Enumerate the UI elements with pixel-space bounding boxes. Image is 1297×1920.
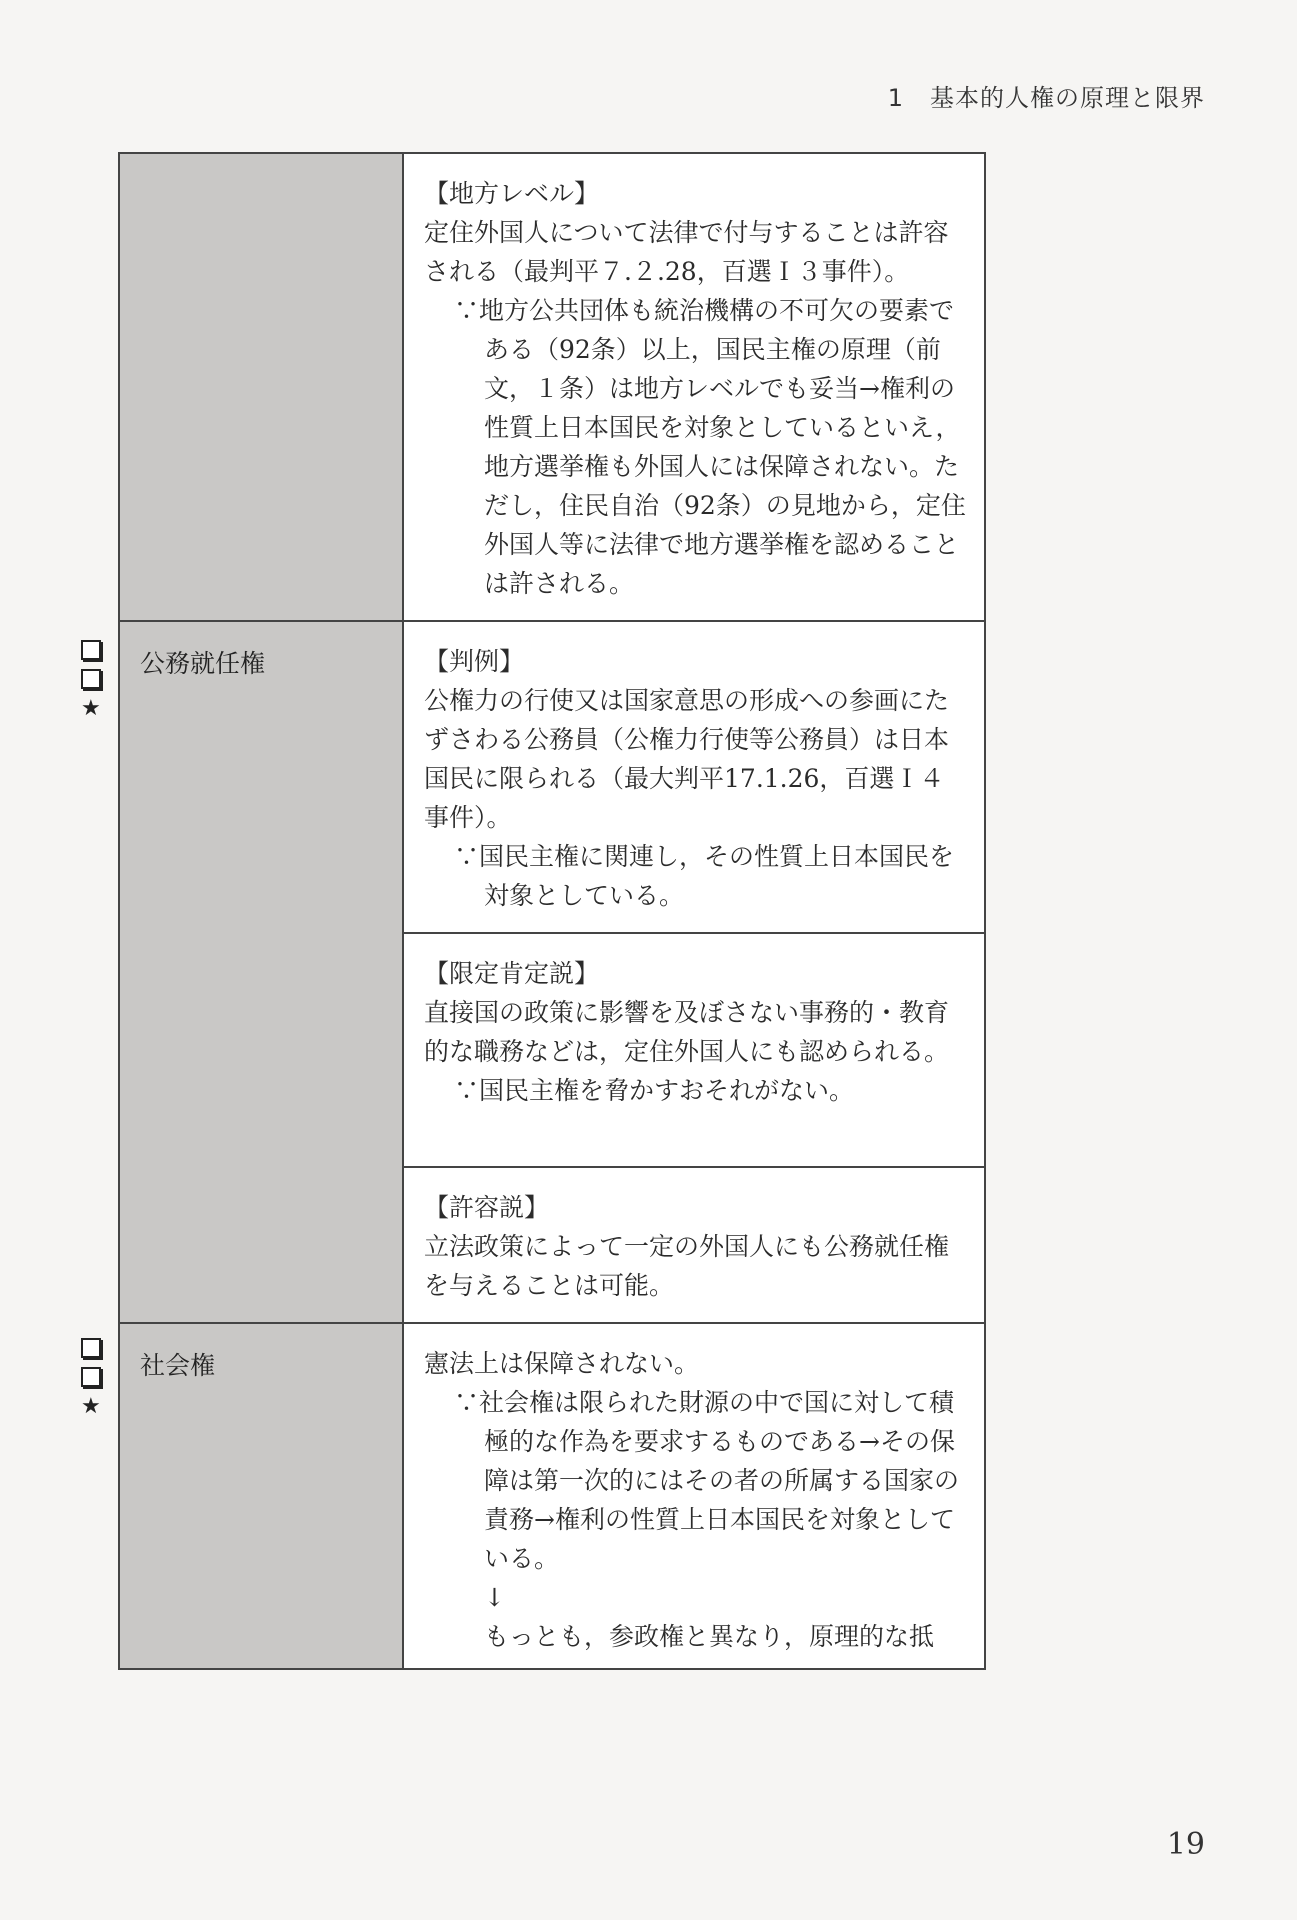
checkbox-icon[interactable]: [81, 1367, 101, 1387]
checkbox-group-social-rights: [80, 1338, 104, 1418]
cell-body: 立法政策によって一定の外国人にも公務就任権を与えることは可能。: [424, 1232, 950, 1300]
cell-body: 憲法上は保障されない。: [424, 1349, 700, 1378]
checkbox-group-public-office: [80, 640, 104, 720]
row-content: [404, 622, 984, 1322]
row-label: 社会権: [120, 1324, 404, 1668]
cell-body: 公権力の行使又は国家意思の形成への参画にたずさわる公務員（公権力行使等公務員）は日本国民に限られる（最大判平17.1.26，百選Ｉ４事件）。: [424, 686, 950, 832]
table-row: [120, 1322, 984, 1668]
cell-body: 定住外国人について法律で付与することは許容される（最判平７.２.28，百選Ｉ３事件）。: [424, 218, 949, 286]
running-header: [888, 78, 1205, 113]
section-title: 基本的人権の原理と限界: [930, 84, 1205, 112]
down-arrow-icon: ↓: [484, 1583, 505, 1612]
row-content: [404, 1324, 984, 1668]
cell-title: 【判例】: [424, 647, 525, 676]
row-label: [120, 154, 404, 620]
cell-reason: ∵国民主権に関連し，その性質上日本国民を対象としている。: [454, 842, 955, 910]
cell-title: 【地方レベル】: [424, 179, 600, 208]
content-cell: [404, 622, 984, 932]
cell-reason: ∵社会権は限られた財源の中で国に対して積極的な作為を要求するものである→その保障は第一次的にはその者の所属する国家の責務→権利の性質上日本国民を対象としている。: [454, 1388, 960, 1573]
cell-reason: ∵国民主権を脅かすおそれがない。: [454, 1076, 855, 1105]
checkbox-icon[interactable]: [81, 640, 101, 660]
content-cell: [404, 1166, 984, 1325]
row-content: [404, 154, 984, 620]
cell-reason: ∵地方公共団体も統治機構の不可欠の要素である（92条）以上，国民主権の原理（前文，１条）は地方レベルでも妥当→権利の性質上日本国民を対象としているといえ，地方選挙権も外国人には保障されない。ただし，住民自治（92条）の見地から，定住外国人等に法律で地方選挙権を認めることは許される。: [454, 296, 966, 598]
rights-table: [118, 152, 986, 1670]
star-icon: ★: [81, 1394, 101, 1419]
page-number: 19: [1166, 1827, 1205, 1862]
table-row: [120, 154, 984, 620]
star-icon: ★: [81, 696, 101, 721]
checkbox-icon[interactable]: [81, 1338, 101, 1358]
section-number: 1: [887, 84, 904, 112]
cell-note: もっとも，参政権と異なり，原理的な抵: [484, 1622, 935, 1651]
table-row: [120, 620, 984, 1322]
content-cell: [404, 932, 984, 1166]
content-cell: [404, 154, 984, 623]
cell-title: 【限定肯定説】: [424, 959, 600, 988]
content-cell: [404, 1324, 984, 1676]
row-label: 公務就任権: [120, 622, 404, 1322]
checkbox-icon[interactable]: [81, 669, 101, 689]
cell-title: 【許容説】: [424, 1193, 550, 1222]
cell-body: 直接国の政策に影響を及ぼさない事務的・教育的な職務などは，定住外国人にも認められる。: [424, 998, 950, 1066]
